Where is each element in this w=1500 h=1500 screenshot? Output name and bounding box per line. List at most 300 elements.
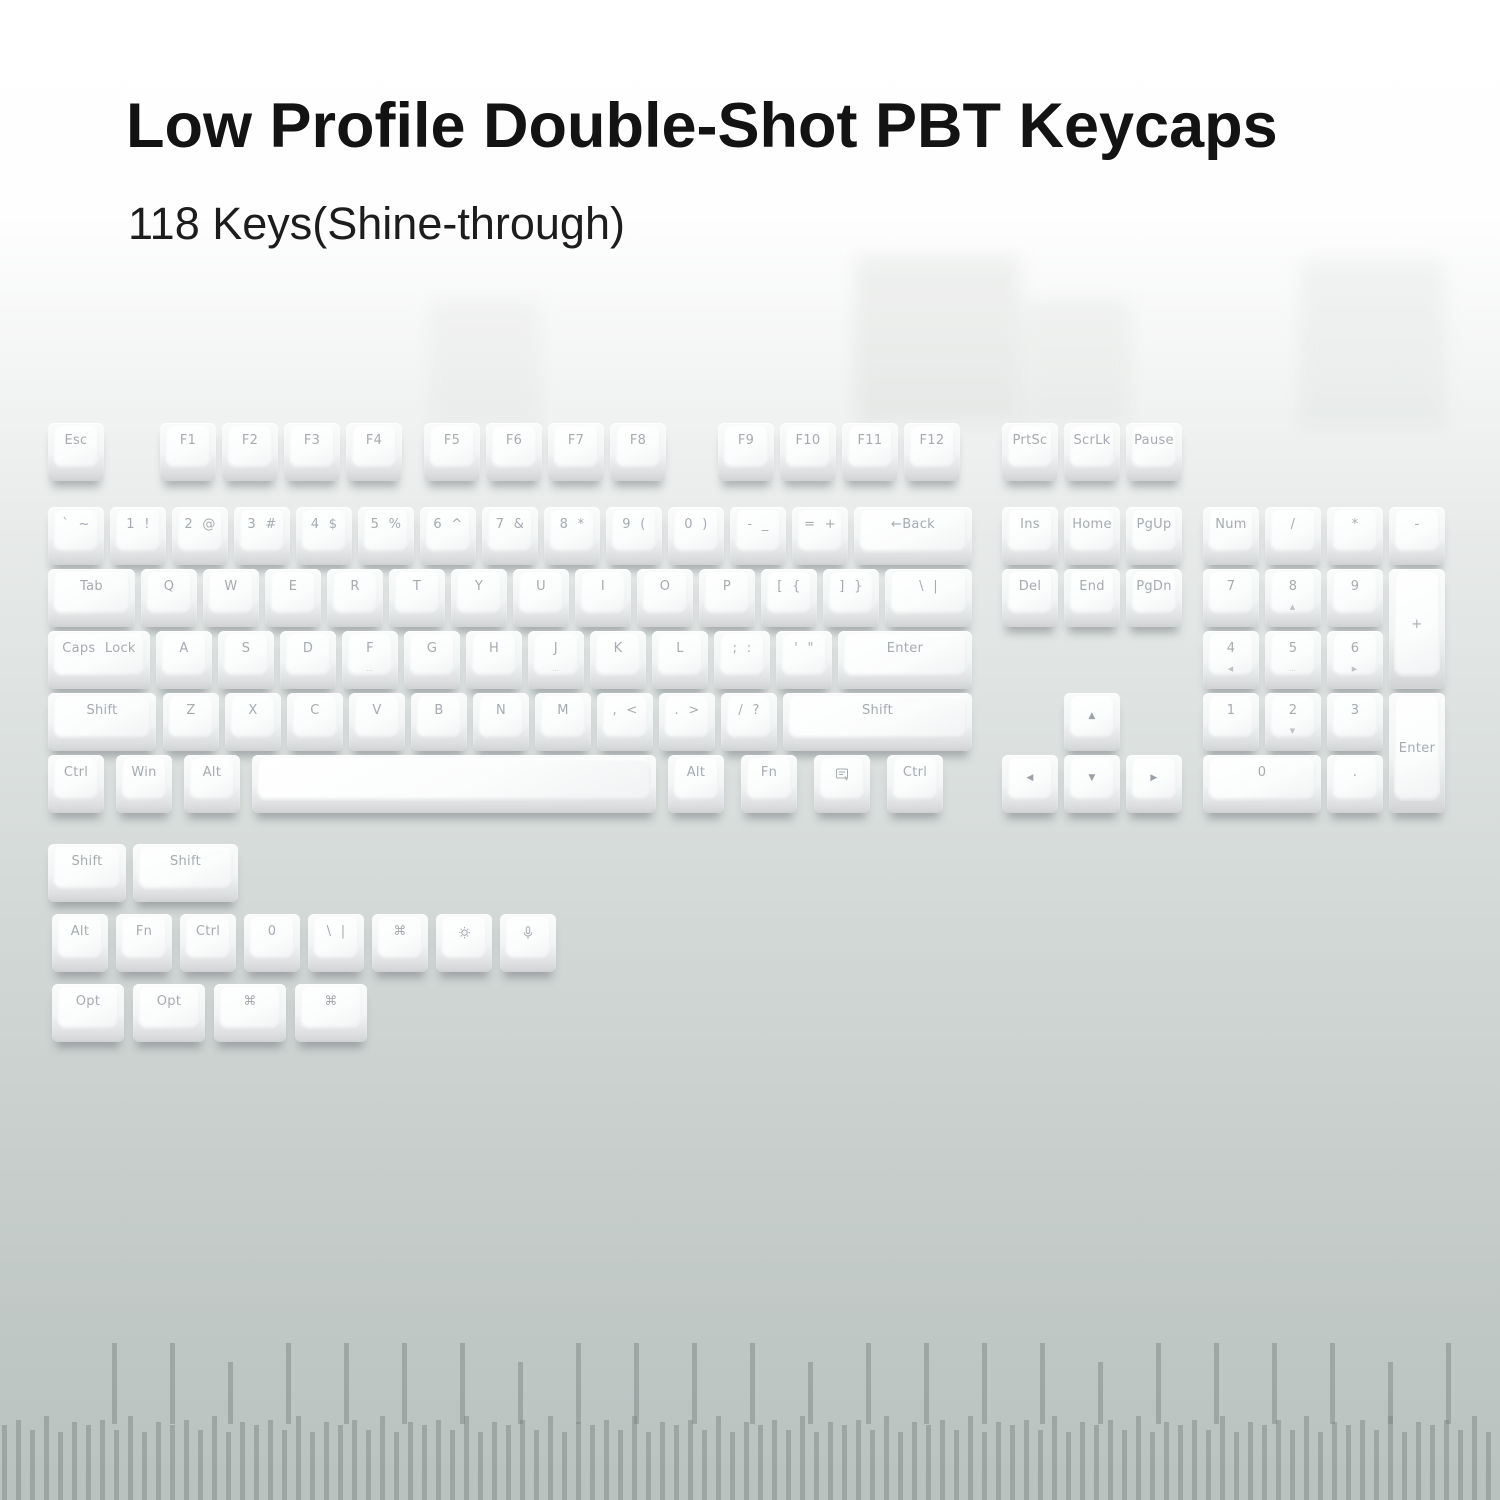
key-legend: ◀ <box>1026 773 1034 783</box>
key-legend: F9 <box>737 433 755 448</box>
pattern-bar-tall <box>808 1362 813 1424</box>
pattern-bar-tall <box>1388 1362 1393 1424</box>
pattern-bar-dense <box>324 1422 329 1500</box>
key-legend: F6 <box>505 433 523 448</box>
key-legend: - _ <box>747 517 769 532</box>
key-legend: Ins <box>1020 517 1040 532</box>
pattern-bar-dense <box>310 1432 315 1500</box>
key-np-dot <box>1327 755 1383 813</box>
pattern-bar-dense <box>982 1432 987 1500</box>
key-6 <box>420 507 476 565</box>
pattern-bar-dense <box>968 1416 973 1500</box>
command-icon: ⌘ <box>324 994 338 1009</box>
pattern-bar-dense <box>1220 1416 1225 1500</box>
key-legend: . > <box>674 703 700 718</box>
pattern-bar-dense <box>58 1432 63 1500</box>
pattern-bar-dense <box>800 1416 805 1500</box>
key-legend: Fn <box>135 924 153 939</box>
pattern-bar-dense <box>114 1430 119 1500</box>
pattern-bar-dense <box>450 1430 455 1500</box>
key-np-enter <box>1389 693 1445 813</box>
pattern-bar-tall <box>1040 1343 1045 1424</box>
haze-shape <box>855 255 1020 425</box>
key-legend: 4 $ <box>310 517 338 532</box>
key-u <box>513 569 569 627</box>
key-np-2 <box>1265 693 1321 751</box>
pattern-bar-dense <box>856 1420 861 1500</box>
key-l <box>652 631 708 689</box>
key-lbracket <box>761 569 817 627</box>
pattern-bar-dense <box>2 1425 7 1500</box>
pattern-bar-dense <box>16 1420 21 1500</box>
key-legend: Q <box>163 579 175 594</box>
pattern-bar-tall <box>1156 1343 1161 1424</box>
key-arrow-up <box>1064 693 1120 751</box>
key-legend: . <box>1352 765 1358 780</box>
key-ins <box>1002 507 1058 565</box>
pattern-bar-tall <box>402 1343 407 1424</box>
key-command-2 <box>295 984 367 1042</box>
key-f10 <box>780 423 836 481</box>
key-opt-1 <box>52 984 124 1042</box>
key-legend: F8 <box>629 433 647 448</box>
key-legend: 3 # <box>247 517 277 532</box>
key-command-extra <box>372 914 428 972</box>
key-legend: ScrLk <box>1073 433 1111 448</box>
pattern-bar-tall <box>634 1343 639 1424</box>
key-backslash <box>885 569 972 627</box>
pattern-bar-tall <box>750 1343 755 1424</box>
pattern-bar-dense <box>1262 1425 1267 1500</box>
pattern-bar-dense <box>436 1420 441 1500</box>
key-legend: ` ~ <box>62 517 90 532</box>
key-s <box>218 631 274 689</box>
pattern-bar-dense <box>1388 1416 1393 1500</box>
key-shift-left <box>48 693 156 751</box>
key-legend: Ctrl <box>195 924 221 939</box>
pattern-bar-dense <box>1444 1420 1449 1500</box>
key-legend: M <box>557 703 569 718</box>
pattern-bar-dense <box>1304 1416 1309 1500</box>
haze-shape <box>1300 258 1445 428</box>
pattern-bar-dense <box>1094 1425 1099 1500</box>
pattern-bar-tall <box>1214 1343 1219 1424</box>
pattern-bar-dense <box>408 1422 413 1500</box>
key-a <box>156 631 212 689</box>
key-legend: 7 <box>1226 579 1236 594</box>
page-title: Low Profile Double-Shot PBT Keycaps <box>126 91 1278 161</box>
pattern-bar-dense <box>254 1425 259 1500</box>
key-slash <box>721 693 777 751</box>
key-legend: P <box>722 579 732 594</box>
pattern-bar-dense <box>814 1432 819 1500</box>
pattern-bar-tall <box>112 1343 117 1424</box>
pattern-bar-dense <box>898 1432 903 1500</box>
key-legend: Ctrl <box>902 765 928 780</box>
key-space <box>252 755 656 813</box>
key-tab <box>48 569 135 627</box>
key-legend: F11 <box>857 433 883 448</box>
key-legend: ▶ <box>1150 773 1158 783</box>
pattern-bar-dense <box>1164 1422 1169 1500</box>
key-z <box>163 693 219 751</box>
key-j <box>528 631 584 689</box>
key-f12 <box>904 423 960 481</box>
key-arrow-right <box>1126 755 1182 813</box>
key-legend: Alt <box>686 765 706 780</box>
key-pgdn <box>1126 569 1182 627</box>
pattern-bar-dense <box>1486 1432 1491 1500</box>
key-sublegend: … <box>1289 665 1297 673</box>
key-legend: B <box>434 703 444 718</box>
key-np-6 <box>1327 631 1383 689</box>
key-f5 <box>424 423 480 481</box>
pattern-bar-dense <box>282 1430 287 1500</box>
key-legend: Del <box>1018 579 1042 594</box>
key-m <box>535 693 591 751</box>
key-semicolon <box>714 631 770 689</box>
key-legend: Esc <box>64 433 88 448</box>
pattern-bar-dense <box>184 1420 189 1500</box>
pattern-bar-tall <box>228 1362 233 1424</box>
key-legend: F5 <box>443 433 461 448</box>
key-q <box>141 569 197 627</box>
key-f4 <box>346 423 402 481</box>
key-legend: 3 <box>1350 703 1360 718</box>
key-ctrl-right <box>887 755 943 813</box>
key-legend: F7 <box>567 433 585 448</box>
key-f1 <box>160 423 216 481</box>
key-g <box>404 631 460 689</box>
key-p <box>699 569 755 627</box>
key-legend: X <box>248 703 258 718</box>
key-shift-extra-1 <box>48 844 126 902</box>
key-legend: Pause <box>1134 433 1174 448</box>
pattern-bar-dense <box>338 1425 343 1500</box>
pattern-bar-dense <box>996 1422 1001 1500</box>
key-backspace <box>854 507 972 565</box>
pattern-bar-dense <box>198 1430 203 1500</box>
key-np-9 <box>1327 569 1383 627</box>
pattern-bar-dense <box>912 1422 917 1500</box>
key-enter <box>838 631 972 689</box>
key-legend: ▼ <box>1088 773 1096 783</box>
pattern-bar-dense <box>576 1422 581 1500</box>
key-legend: Y <box>474 579 484 594</box>
key-legend: T <box>412 579 422 594</box>
key-legend: I <box>600 579 606 594</box>
key-legend: Alt <box>70 924 90 939</box>
key-legend: G <box>426 641 438 656</box>
key-legend: C <box>310 703 320 718</box>
pattern-bar-dense <box>240 1422 245 1500</box>
key-legend: 8 * <box>559 517 585 532</box>
key-legend: 8 <box>1288 579 1298 594</box>
page-subtitle: 118 Keys(Shine-through) <box>128 198 625 249</box>
key-shift-right <box>783 693 972 751</box>
pattern-bar-dense <box>940 1420 945 1500</box>
key-legend: U <box>536 579 546 594</box>
key-legend: 5 <box>1288 641 1298 656</box>
key-legend: \ | <box>919 579 938 594</box>
pattern-bar-dense <box>786 1430 791 1500</box>
key-f11 <box>842 423 898 481</box>
pattern-bar-dense <box>520 1420 525 1500</box>
pattern-bar-tall <box>286 1343 291 1424</box>
key-h <box>466 631 522 689</box>
key-arrow-left <box>1002 755 1058 813</box>
key-np-4 <box>1203 631 1259 689</box>
key-del <box>1002 569 1058 627</box>
pattern-bar-dense <box>562 1432 567 1500</box>
key-esc <box>48 423 104 481</box>
haze-shape <box>1025 300 1130 425</box>
key-legend: Fn <box>760 765 778 780</box>
pattern-bar-dense <box>1206 1430 1211 1500</box>
pattern-bar-dense <box>534 1430 539 1500</box>
pattern-bar-dense <box>744 1422 749 1500</box>
key-legend: 9 ( <box>622 517 646 532</box>
menu-icon <box>819 767 865 785</box>
pattern-bar-dense <box>674 1425 679 1500</box>
key-8 <box>544 507 600 565</box>
pattern-bar-dense <box>296 1416 301 1500</box>
key-legend: F12 <box>919 433 945 448</box>
key-y <box>451 569 507 627</box>
key-k <box>590 631 646 689</box>
pattern-bar-dense <box>1332 1422 1337 1500</box>
key-legend: F10 <box>795 433 821 448</box>
pattern-bar-dense <box>1052 1416 1057 1500</box>
pattern-bar-dense <box>702 1430 707 1500</box>
key-f6 <box>486 423 542 481</box>
key-5 <box>358 507 414 565</box>
key-legend: J <box>553 641 559 656</box>
key-legend: , < <box>612 703 638 718</box>
pattern-bar-dense <box>142 1432 147 1500</box>
key-f2 <box>222 423 278 481</box>
key-legend: W <box>224 579 238 594</box>
key-w <box>203 569 259 627</box>
key-legend: E <box>288 579 298 594</box>
key-e <box>265 569 321 627</box>
key-legend: 0 <box>1257 765 1267 780</box>
pattern-bar-dense <box>100 1420 105 1500</box>
pattern-bar-dense <box>1192 1420 1197 1500</box>
pattern-bar-dense <box>772 1420 777 1500</box>
key-fn-extra <box>116 914 172 972</box>
key-d <box>280 631 336 689</box>
pattern-bar-dense <box>226 1432 231 1500</box>
pattern-bar-dense <box>618 1430 623 1500</box>
key-x <box>225 693 281 751</box>
key-capslock <box>48 631 150 689</box>
key-num-lock <box>1203 507 1259 565</box>
key-zero-extra <box>244 914 300 972</box>
pattern-bar-dense <box>1360 1420 1365 1500</box>
pattern-bar-tall <box>982 1343 987 1424</box>
key-legend: - <box>1414 517 1420 532</box>
key-alt-left <box>184 755 240 813</box>
key-v <box>349 693 405 751</box>
key-c <box>287 693 343 751</box>
key-f8 <box>610 423 666 481</box>
key-ctrl-extra <box>180 914 236 972</box>
pattern-bar-tall <box>1446 1343 1451 1424</box>
key-7 <box>482 507 538 565</box>
key-legend: Win <box>131 765 157 780</box>
key-1 <box>110 507 166 565</box>
key-ctrl-left <box>48 755 104 813</box>
pattern-bar-dense <box>1234 1432 1239 1500</box>
key-legend: F <box>366 641 374 656</box>
key-legend: 4 <box>1226 641 1236 656</box>
key-win <box>116 755 172 813</box>
pattern-bar-dense <box>1080 1422 1085 1500</box>
key-legend: F3 <box>303 433 321 448</box>
key-legend: 0 ) <box>684 517 708 532</box>
pattern-bar-dense <box>1430 1425 1435 1500</box>
pattern-bar-dense <box>366 1430 371 1500</box>
key-np-multiply <box>1327 507 1383 565</box>
pattern-bar-dense <box>842 1425 847 1500</box>
key-legend: Enter <box>886 641 924 656</box>
pattern-bar-dense <box>884 1416 889 1500</box>
key-legend: 2 @ <box>184 517 216 532</box>
pattern-bar-tall <box>1272 1343 1277 1424</box>
pattern-bar-dense <box>688 1420 693 1500</box>
pattern-bar-dense <box>632 1416 637 1500</box>
key-legend: F4 <box>365 433 383 448</box>
key-legend: [ { <box>777 579 801 594</box>
pattern-bar-dense <box>828 1422 833 1500</box>
key-legend: End <box>1079 579 1105 594</box>
pattern-bar-tall <box>170 1343 175 1424</box>
pattern-bar-tall <box>460 1343 465 1424</box>
pattern-bar-dense <box>548 1416 553 1500</box>
key-sublegend: … <box>552 665 560 673</box>
pattern-bar-dense <box>1458 1430 1463 1500</box>
pattern-bar-dense <box>1472 1416 1477 1500</box>
key-legend: / ? <box>738 703 760 718</box>
key-legend: O <box>659 579 671 594</box>
key-np-divide <box>1265 507 1321 565</box>
key-legend: L <box>676 641 684 656</box>
key-arrow-down <box>1064 755 1120 813</box>
key-legend: 7 & <box>495 517 525 532</box>
key-legend: PgUp <box>1136 517 1172 532</box>
key-backlight <box>436 914 492 972</box>
pattern-bar-dense <box>1010 1425 1015 1500</box>
key-2 <box>172 507 228 565</box>
key-legend: 9 <box>1350 579 1360 594</box>
pattern-bar-dense <box>128 1416 133 1500</box>
key-legend: / <box>1290 517 1296 532</box>
key-legend: 1 <box>1226 703 1236 718</box>
key-minus <box>730 507 786 565</box>
command-icon: ⌘ <box>393 924 407 939</box>
pattern-bar-dense <box>1318 1432 1323 1500</box>
key-legend: Enter <box>1398 740 1436 756</box>
pattern-bar-dense <box>72 1422 77 1500</box>
key-np-minus <box>1389 507 1445 565</box>
key-f <box>342 631 398 689</box>
pattern-bar-dense <box>156 1422 161 1500</box>
key-legend: ←Back <box>891 517 935 532</box>
key-np-3 <box>1327 693 1383 751</box>
key-legend: H <box>488 641 500 656</box>
key-legend: ; : <box>732 641 752 656</box>
key-legend: PrtSc <box>1012 433 1048 448</box>
pattern-bar-dense <box>30 1430 35 1500</box>
pattern-bar-dense <box>1374 1430 1379 1500</box>
pattern-bar-dense <box>604 1420 609 1500</box>
pattern-bar-tall <box>1098 1362 1103 1424</box>
key-r <box>327 569 383 627</box>
key-9 <box>606 507 662 565</box>
key-legend: Shift <box>86 703 118 718</box>
key-pause <box>1126 423 1182 481</box>
key-i <box>575 569 631 627</box>
key-legend: Ctrl <box>63 765 89 780</box>
key-o <box>637 569 693 627</box>
key-np-7 <box>1203 569 1259 627</box>
pattern-bar-dense <box>86 1425 91 1500</box>
key-sublegend: ▼ <box>1289 727 1297 735</box>
key-0 <box>668 507 724 565</box>
pattern-bar-dense <box>758 1425 763 1500</box>
key-np-plus <box>1389 569 1445 689</box>
key-sublegend: … <box>366 665 374 673</box>
pattern-bar-dense <box>506 1425 511 1500</box>
key-scrlk <box>1064 423 1120 481</box>
key-sublegend: ▶ <box>1351 665 1359 673</box>
pattern-bar-dense <box>590 1425 595 1500</box>
key-legend: Z <box>186 703 196 718</box>
backlight-icon <box>441 926 487 944</box>
key-equals <box>792 507 848 565</box>
pattern-bar-dense <box>422 1425 427 1500</box>
key-comma <box>597 693 653 751</box>
pattern-bar-dense <box>394 1432 399 1500</box>
key-mic <box>500 914 556 972</box>
pattern-bar-dense <box>926 1425 931 1500</box>
pattern-bar-tall <box>1330 1343 1335 1424</box>
key-legend: Shift <box>71 854 103 869</box>
mic-icon <box>505 926 551 943</box>
key-sublegend: ◀ <box>1227 665 1235 673</box>
key-legend: PgDn <box>1136 579 1172 594</box>
key-legend: = + <box>804 517 836 532</box>
key-legend: 2 <box>1288 703 1298 718</box>
haze-shape <box>430 300 540 425</box>
key-t <box>389 569 445 627</box>
key-pgup <box>1126 507 1182 565</box>
key-np-0 <box>1203 755 1321 813</box>
key-backtick <box>48 507 104 565</box>
key-shift-extra-2 <box>133 844 238 902</box>
key-command-1 <box>214 984 286 1042</box>
pattern-bar-tall <box>576 1343 581 1424</box>
key-legend: \ | <box>326 924 346 939</box>
key-np-5 <box>1265 631 1321 689</box>
key-legend: F1 <box>179 433 197 448</box>
key-legend: 6 <box>1350 641 1360 656</box>
pattern-bar-dense <box>1136 1416 1141 1500</box>
key-legend: Tab <box>80 579 103 594</box>
key-legend: N <box>495 703 507 718</box>
pattern-bar-dense <box>268 1420 273 1500</box>
